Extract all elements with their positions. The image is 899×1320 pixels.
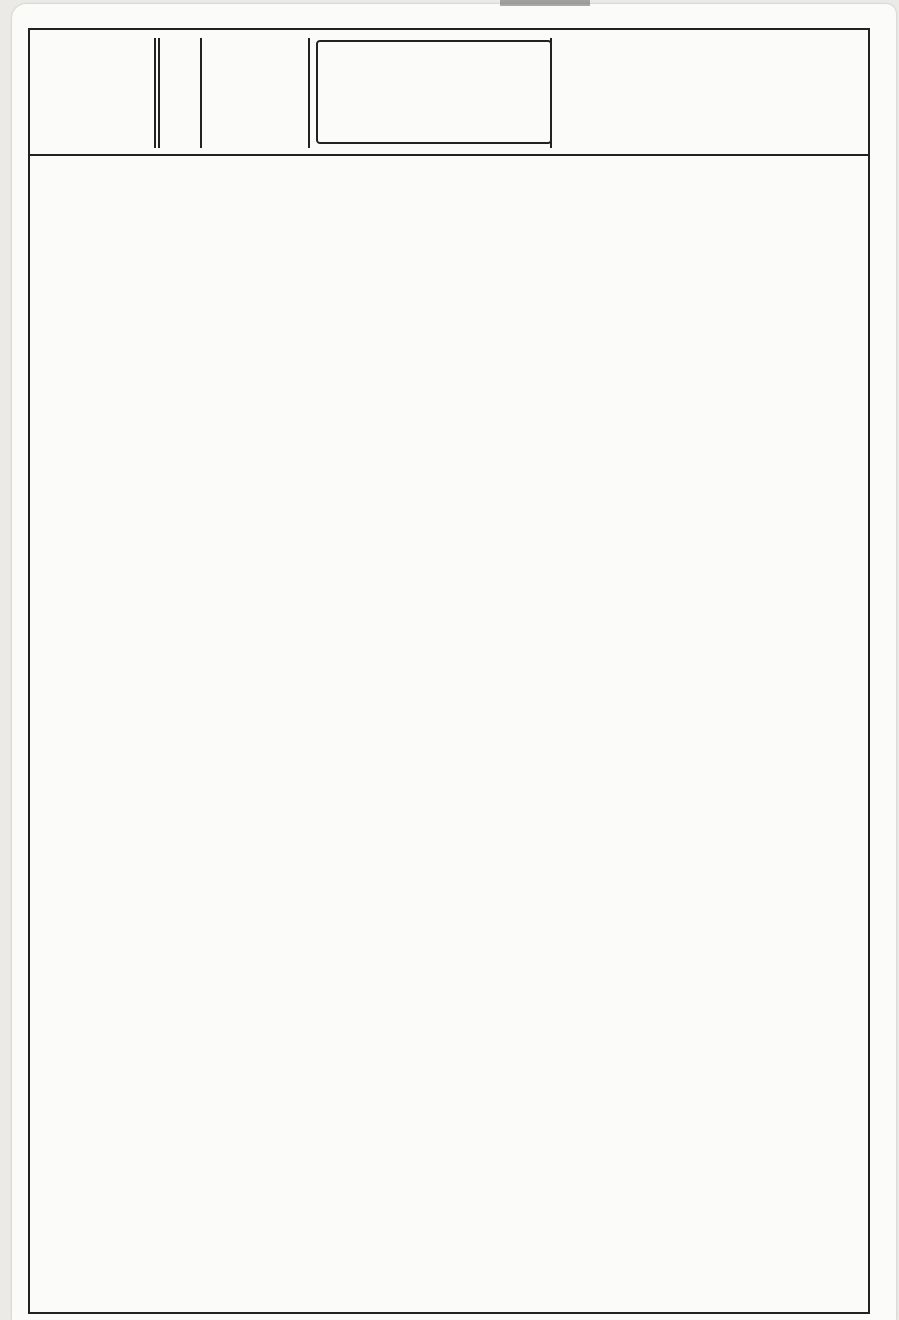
header-band [30,30,868,156]
score-grid [28,28,870,1314]
header-divider [200,38,202,148]
header-divider [158,38,160,148]
title-box [316,40,552,144]
header-divider [308,38,310,148]
binding-strip [500,0,590,6]
header-divider [154,38,156,148]
header-divider [550,38,552,148]
